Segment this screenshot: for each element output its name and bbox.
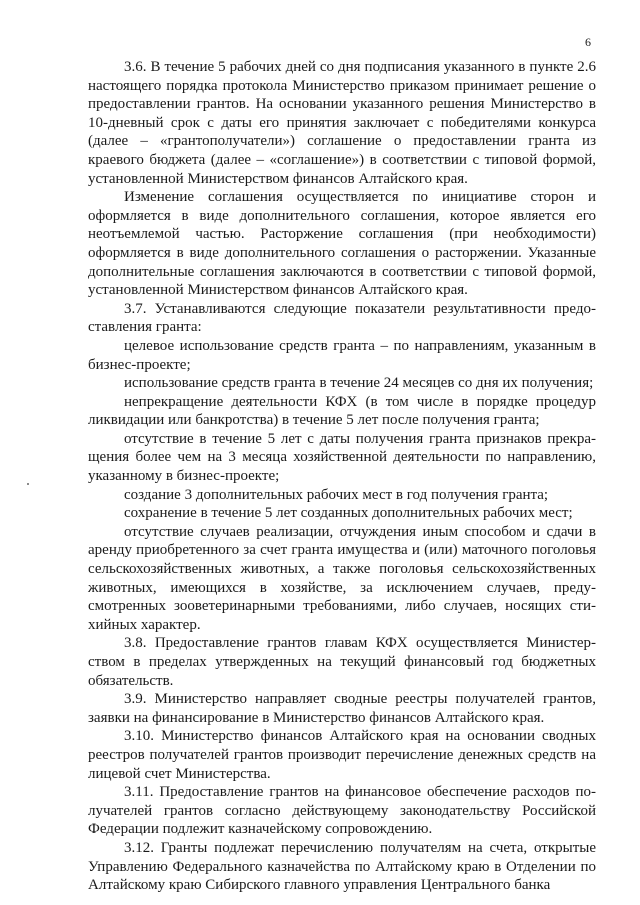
paragraph-3-9: 3.9. Министерство направляет сводные реестры получателей грантов, заявки на финансирование в Министерство финансов Алтайского края. <box>88 691 596 726</box>
paragraph-3-6: 3.6. В течение 5 рабочих дней со дня подписания указанного в пункте 2.6 настоящего порядка протокола Министерство приказом принимает решение о предоставлении грантов. На основании указанного решения Министерство в 10-дневный срок с даты его принятия заключает с победителями конкурса (далее – «грантополучатели») соглашение о предоставлении гранта из краевого бюджета (далее – «соглашение») в соответствии с типовой формой, установленной Министерством финансов Алтайского края. <box>88 59 596 187</box>
paragraph-3-11: 3.11. Предоставление грантов на финансовое обеспечение расходов получателей грантов согласно действующему законодательству Российской Федерации подлежит казначейскому сопровождению. <box>88 784 596 838</box>
document-body <box>88 58 596 895</box>
indicator-no-termination: непрекращение деятельности КФХ (в том числе в порядке процедур ликвидации или банкротства) в течение 5 лет после получения гранта; <box>88 393 596 429</box>
paragraph-3-7: 3.7. Устанавливаются следующие показатели результативности предоставления гранта: <box>88 300 596 336</box>
indicator-keep-jobs: сохранение в течение 5 лет созданных дополнительных рабочих мест; <box>124 505 573 522</box>
indicator-no-alienation: отсутствие случаев реализации, отчуждения иным способом и сдачи в аренду приобретенного за счет гранта имущества и (или) маточного поголовья сельскохозяйственных животных, а также поголовья сельскохозяйственных животных, имеющихся в хозяйстве, за исключением случаев, предусмотренных зооветеринарными требованиями, либо случаев, носящих стихийных характер. <box>88 523 596 633</box>
page-number: 6 <box>585 35 591 49</box>
indicator-no-suspension: отсутствие в течение 5 лет с даты получения гранта признаков прекращения более чем на 3 месяца хозяйственной деятельности по направлению, указанному в бизнес-проекте; <box>88 430 596 485</box>
indicator-create-jobs: создание 3 дополнительных рабочих мест в год получения гранта; <box>124 486 549 503</box>
paragraph-3-8: 3.8. Предоставление грантов главам КФХ осуществляется Министерством в пределах утвержденных на текущий финансовый год бюджетных обязательств. <box>88 635 596 689</box>
paragraph-agreement-change: Изменение соглашения осуществляется по инициативе сторон и оформляется в виде дополнительного соглашения, которое является его неотъемлемой частью. Расторжение соглашения (при необходимости) оформляется в виде дополнительного соглашения о расторжении. Указанные дополнительные соглашения заключаются в соответствии с типовой формой, установленной Министерством финансов Алтайского края. <box>88 189 596 299</box>
paragraph-3-12: 3.12. Гранты подлежат перечислению получателям на счета, открытые Управлению Федерального казначейства по Алтайскому краю в Отделении по Алтайскому краю Сибирского главного управления Центрального банка <box>88 839 596 894</box>
indicator-24-months: использование средств гранта в течение 24 месяцев со дня их получения; <box>124 375 594 392</box>
paragraph-3-10: 3.10. Министерство финансов Алтайского края на основании сводных реестров получателей грантов производит перечисление денежных средств на лицевой счет Министерства. <box>88 728 596 782</box>
indicator-target-use: целевое использование средств гранта – по направлениям, указанным в бизнес-проекте; <box>88 337 596 373</box>
margin-mark <box>27 483 29 485</box>
